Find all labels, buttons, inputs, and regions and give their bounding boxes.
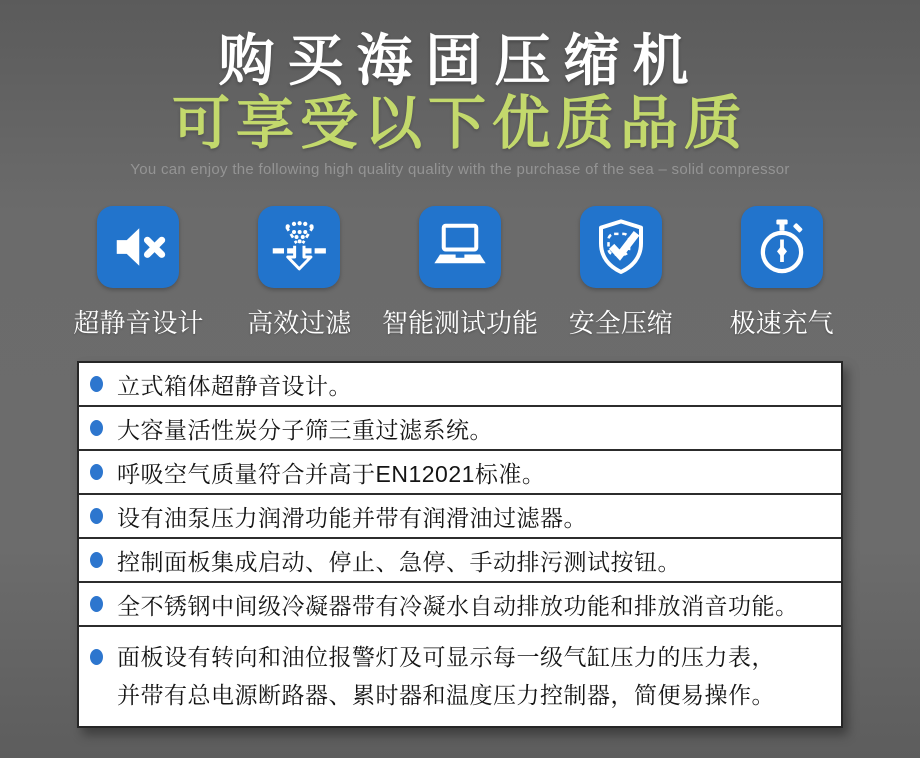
feature-icons-row [58,206,862,340]
feature-item-filter [219,206,380,340]
list-item-text: 控制面板集成启动、停止、急停、手动排污测试按钮。 [117,548,681,575]
list-item-text: 呼吸空气质量符合并高于EN12021标准。 [117,460,546,487]
page-subtitle: 可享受以下优质品质 [171,90,748,156]
feature-item-stopwatch [701,206,862,340]
list-item [79,583,841,627]
feature-list-panel [77,361,843,728]
list-item [79,495,841,539]
page-title: 购买海固压缩机 [218,29,702,92]
bullet-icon [90,508,103,524]
list-item [79,451,841,495]
list-item-text: 大容量活性炭分子筛三重过滤系统。 [117,416,493,443]
list-item [79,407,841,451]
stopwatch-icon [741,206,823,288]
feature-label: 高效过滤 [247,308,352,338]
feature-item-laptop [380,206,541,340]
feature-item-quiet [58,206,219,340]
filter-icon [258,206,340,288]
list-item-text: 立式箱体超静音设计。 [117,372,352,399]
bullet-icon [90,464,103,480]
feature-label: 安全压缩 [568,308,673,338]
mute-speaker-icon [97,206,179,288]
list-item [79,539,841,583]
list-item-text: 设有油泵压力润滑功能并带有润滑油过滤器。 [117,504,587,531]
feature-label: 超静音设计 [73,308,204,338]
subtitle-english: You can enjoy the following high quality quality with the purchase of the sea – solid compressor [130,161,790,179]
bullet-icon [90,649,103,665]
feature-label: 智能测试功能 [381,308,538,338]
bullet-icon [90,376,103,392]
bullet-icon [90,420,103,436]
header [0,30,920,178]
laptop-icon [419,206,501,288]
bullet-icon [90,552,103,568]
list-item-text: 全不锈钢中间级冷凝器带有冷凝水自动排放功能和排放消音功能。 [117,592,799,619]
list-item [79,627,841,726]
bullet-icon [90,596,103,612]
shield-check-icon [580,206,662,288]
feature-item-shield [540,206,701,340]
feature-label: 极速充气 [729,308,834,338]
list-item-text-line2: 并带有总电源断路器、累时器和温度压力控制器，简便易操作。 [117,682,775,708]
list-item [79,363,841,407]
list-item-text-line1: 面板设有转向和油位报警灯及可显示每一级气缸压力的压力表， [117,644,775,670]
list-item-text [117,638,775,714]
